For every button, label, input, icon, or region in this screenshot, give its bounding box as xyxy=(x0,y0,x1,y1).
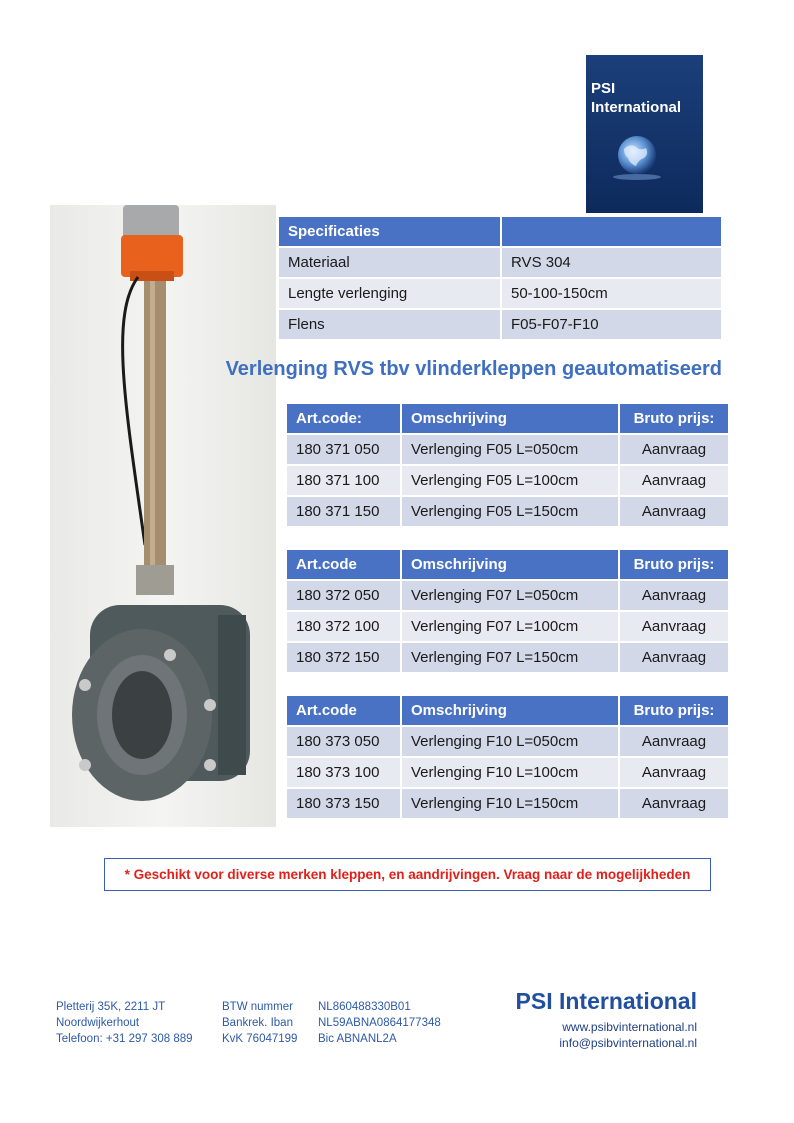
spec-value: 50-100-150cm xyxy=(502,279,721,308)
header-price: Bruto prijs: xyxy=(620,404,728,433)
spec-label: Lengte verlenging xyxy=(279,279,500,308)
header-price: Bruto prijs: xyxy=(620,550,728,579)
price: Aanvraag xyxy=(620,497,728,526)
price: Aanvraag xyxy=(620,727,728,756)
footer-values xyxy=(318,999,441,1047)
address-city: Noordwijkerhout xyxy=(56,1017,140,1029)
product-table-f07 xyxy=(285,548,730,674)
description: Verlenging F05 L=050cm xyxy=(402,435,618,464)
art-code: 180 371 050 xyxy=(287,435,400,464)
logo-line-2: International xyxy=(591,99,682,116)
value-bic: Bic ABNANL2A xyxy=(318,1033,397,1045)
product-table-f05 xyxy=(285,402,730,528)
art-code: 180 371 100 xyxy=(287,466,400,495)
header-price: Bruto prijs: xyxy=(620,696,728,725)
description: Verlenging F05 L=100cm xyxy=(402,466,618,495)
label-iban: Bankrek. Iban xyxy=(222,1017,293,1029)
table-row xyxy=(279,310,721,339)
table-row xyxy=(287,727,728,756)
table-header-row xyxy=(287,550,728,579)
art-code: 180 372 100 xyxy=(287,612,400,641)
logo-text xyxy=(591,79,681,117)
art-code: 180 373 150 xyxy=(287,789,400,818)
price: Aanvraag xyxy=(620,758,728,787)
description: Verlenging F07 L=050cm xyxy=(402,581,618,610)
page-title: Verlenging RVS tbv vlinderkleppen geautomatiseerd xyxy=(225,358,722,380)
table-row xyxy=(287,497,728,526)
footer-brand: PSI International xyxy=(515,988,697,1014)
label-kvk: KvK 76047199 xyxy=(222,1033,298,1045)
label-vat: BTW nummer xyxy=(222,1001,293,1013)
spec-header-empty xyxy=(502,217,721,246)
table-row xyxy=(287,466,728,495)
description: Verlenging F07 L=150cm xyxy=(402,643,618,672)
table-row xyxy=(287,581,728,610)
specifications-table xyxy=(277,215,723,341)
table-row xyxy=(279,279,721,308)
spec-label: Flens xyxy=(279,310,500,339)
table-row xyxy=(287,789,728,818)
table-row xyxy=(279,248,721,277)
logo-line-1: PSI xyxy=(591,80,616,97)
table-header-row xyxy=(287,696,728,725)
header-description: Omschrijving xyxy=(402,404,618,433)
description: Verlenging F05 L=150cm xyxy=(402,497,618,526)
table-row xyxy=(287,643,728,672)
value-iban: NL59ABNA0864177348 xyxy=(318,1017,441,1029)
price: Aanvraag xyxy=(620,435,728,464)
footer-labels xyxy=(222,999,297,1047)
header-art-code: Art.code xyxy=(287,696,400,725)
table-header-row xyxy=(279,217,721,246)
description: Verlenging F10 L=050cm xyxy=(402,727,618,756)
product-photo xyxy=(50,205,276,827)
valve-actuator-illustration xyxy=(50,205,276,827)
price: Aanvraag xyxy=(620,612,728,641)
spec-label: Materiaal xyxy=(279,248,500,277)
header-art-code: Art.code: xyxy=(287,404,400,433)
globe-icon xyxy=(606,131,668,183)
art-code: 180 372 150 xyxy=(287,643,400,672)
email-link[interactable]: info@psibvinternational.nl xyxy=(559,1036,697,1050)
table-header-row xyxy=(287,404,728,433)
footer-address xyxy=(56,999,193,1047)
header-description: Omschrijving xyxy=(402,696,618,725)
art-code: 180 372 050 xyxy=(287,581,400,610)
art-code: 180 371 150 xyxy=(287,497,400,526)
description: Verlenging F07 L=100cm xyxy=(402,612,618,641)
spec-value: RVS 304 xyxy=(502,248,721,277)
table-row xyxy=(287,758,728,787)
address-phone: Telefoon: +31 297 308 889 xyxy=(56,1033,193,1045)
footer-contact xyxy=(480,1019,697,1051)
description: Verlenging F10 L=150cm xyxy=(402,789,618,818)
company-logo xyxy=(586,55,703,213)
product-table-f10 xyxy=(285,694,730,820)
price: Aanvraag xyxy=(620,466,728,495)
website-link[interactable]: www.psibvinternational.nl xyxy=(562,1020,697,1034)
header-description: Omschrijving xyxy=(402,550,618,579)
header-art-code: Art.code xyxy=(287,550,400,579)
table-row xyxy=(287,435,728,464)
art-code: 180 373 100 xyxy=(287,758,400,787)
art-code: 180 373 050 xyxy=(287,727,400,756)
price: Aanvraag xyxy=(620,789,728,818)
address-street: Pletterij 35K, 2211 JT xyxy=(56,1001,166,1013)
value-vat: NL860488330B01 xyxy=(318,1001,411,1013)
price: Aanvraag xyxy=(620,643,728,672)
spec-header: Specificaties xyxy=(279,217,500,246)
description: Verlenging F10 L=100cm xyxy=(402,758,618,787)
table-row xyxy=(287,612,728,641)
price: Aanvraag xyxy=(620,581,728,610)
compatibility-note: * Geschikt voor diverse merken kleppen, en aandrijvingen. Vraag naar de mogelijkheden xyxy=(104,858,711,891)
spec-value: F05-F07-F10 xyxy=(502,310,721,339)
